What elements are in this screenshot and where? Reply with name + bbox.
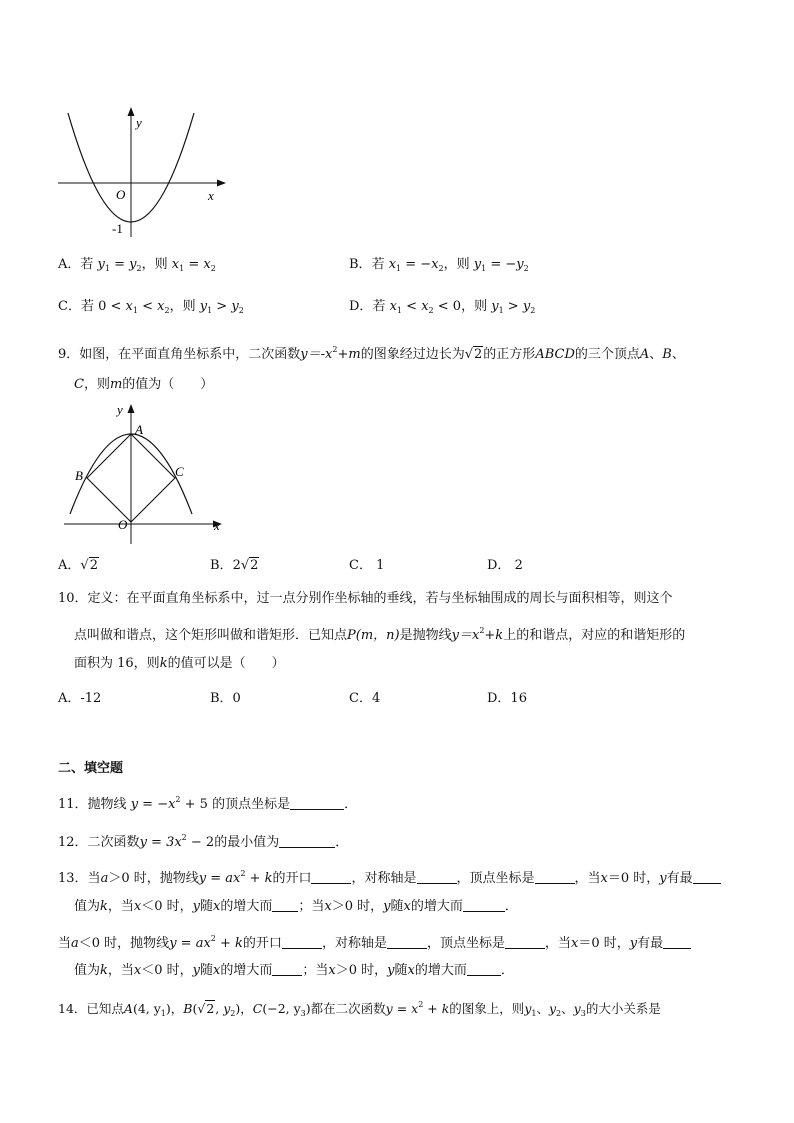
q13-line4 — [74, 963, 514, 979]
stem-text: 的增大而 — [410, 899, 463, 914]
option-key: B． — [349, 257, 372, 272]
q9-stem-line2 — [74, 377, 213, 393]
q9-figure-square-parabola — [58, 398, 233, 550]
stem-text: 的增大而 — [414, 963, 467, 978]
stem-text: 、 — [671, 347, 685, 362]
stem-text: ，当 — [574, 871, 601, 886]
q10-option-a: A．-12 — [58, 691, 102, 706]
formula: k — [100, 963, 108, 978]
formula: y — [387, 963, 395, 978]
answer-blank[interactable] — [693, 871, 721, 884]
stem-text: ，当 — [544, 936, 571, 951]
stem-text: ＜0 时， — [141, 963, 193, 978]
formula: y — [192, 899, 201, 914]
option-text: ，则 — [141, 257, 172, 272]
answer-blank[interactable] — [282, 936, 322, 949]
option-key: B． — [210, 558, 233, 573]
stem-text: ＞0 时， — [335, 963, 388, 978]
stem-text: 上的和谐点，对应的和谐矩形的 — [503, 628, 686, 643]
formula: + 5 — [180, 797, 208, 812]
stem-text: 随 — [394, 963, 408, 978]
option-value: 1 — [376, 558, 385, 573]
stem-text: 随 — [390, 899, 404, 914]
option-key: A． — [58, 257, 81, 272]
q9-stem-line1: 9．如图，在平面直角坐标系中，二次函数$y=-x^2+m$的图象经过边长为√2的正方形ABCD的三个顶点A、B、 — [58, 345, 685, 362]
stem-text: 定义：在平面直角坐标系中，过一点分别作坐标轴的垂线，若与坐标轴围成的周长与面积相等，则这个 — [87, 591, 673, 606]
formula: + k — [245, 871, 273, 886]
section-title: 二、填空题 — [58, 761, 124, 776]
stem-text: ＜0 时，抛物线 — [78, 936, 170, 951]
option-key: C． — [58, 299, 81, 314]
q14-stem: 14．已知点A(4, $y_1$)，B(√2, $y_2$)，C(−2, $y_3$)都在二次函数$y = x^2 + k$的图象上，则$y_1$、$y_2$、$y_3$的大小关系是 — [58, 1000, 661, 1018]
formula: C — [252, 1001, 263, 1016]
answer-blank[interactable] — [417, 871, 457, 884]
stem-text: 的开口 — [272, 871, 312, 886]
y-axis-arrow-icon — [128, 404, 135, 413]
stem-text: 值为 — [74, 899, 101, 914]
formula: x — [133, 963, 142, 978]
stem-text: 已知点 — [86, 1001, 124, 1016]
stem-text: 值为 — [74, 963, 101, 978]
q8-option-c: C．若 $0 < x_1 < x_2$，则 $y_1 > y_2$ — [58, 299, 244, 315]
vertex-c-label: C — [175, 464, 184, 479]
stem-text: ，顶点坐标是 — [426, 936, 505, 951]
stem-text: 随 — [200, 963, 214, 978]
stem-text: 随 — [200, 899, 214, 914]
formula: a — [71, 936, 79, 951]
answer-blank[interactable] — [467, 963, 501, 976]
x-axis-label: x — [208, 188, 214, 203]
option-text: ，则 — [169, 299, 200, 314]
formula: B — [662, 347, 672, 362]
answer-blank[interactable] — [663, 936, 691, 949]
formula: y — [383, 899, 391, 914]
option-text: 若 — [80, 299, 99, 314]
formula: y — [192, 963, 201, 978]
answer-blank[interactable] — [463, 899, 505, 912]
answer-blank[interactable] — [272, 963, 302, 976]
q8-figure-parabola — [50, 105, 240, 240]
formula: 2 — [250, 558, 259, 573]
option-text: ，则 — [461, 299, 492, 314]
stem-text: 当 — [58, 936, 72, 951]
y-intercept-label: -1 — [112, 221, 123, 236]
q11-stem: 11．抛物线 $y = -x^2 + 5$ 的顶点坐标是 ． — [58, 795, 358, 812]
option-key: C． — [349, 558, 372, 573]
stem-text: 点叫做和谐点，这个矩形叫做和谐矩形．已知点 — [74, 628, 348, 643]
formula: 2 — [89, 558, 98, 573]
stem-text: 有最 — [666, 871, 693, 886]
formula: 2 — [474, 347, 483, 362]
question-number: 10． — [58, 591, 88, 606]
stem-text: 的大小关系是 — [585, 1001, 661, 1016]
formula: ABCD — [535, 347, 575, 362]
formula: k — [159, 656, 168, 671]
stem-text: ，则 — [83, 377, 110, 392]
stem-text: 、 — [649, 347, 663, 362]
q10-stem-line2: 点叫做和谐点，这个矩形叫做和谐矩形．已知点P(m，n)是抛物线$y=x^2+k$上的和谐点，对应的和谐矩形的 — [74, 626, 686, 643]
q13-line3: 当a＜0 时，抛物线$y = ax^2 + k$的开口 ，对称轴是 ，顶点坐标是 ，当x＝0 时，y有最 — [58, 931, 691, 952]
stem-text: 的顶点坐标是 — [207, 797, 291, 812]
stem-text: ＞0 时， — [331, 899, 384, 914]
q13-line1: 13．当a＞0 时，抛物线$y = ax^2 + k$的开口 ，对称轴是 ，顶点坐标是 ，当x＝0 时，y有最 — [58, 866, 721, 887]
formula: B — [183, 1001, 193, 1016]
answer-blank[interactable] — [387, 936, 427, 949]
stem-text: 的图象经过边长为 — [360, 347, 465, 362]
stem-text: ＜0 时， — [141, 899, 193, 914]
stem-text: 都在二次函数 — [310, 1001, 386, 1016]
stem-text: ；当 — [302, 963, 329, 978]
stem-text: ． — [335, 835, 349, 850]
formula: x — [328, 963, 336, 978]
formula: x — [213, 899, 221, 914]
stem-text: 的开口 — [242, 936, 282, 951]
y-axis-label: y — [136, 115, 142, 130]
stem-text: ；当 — [298, 899, 325, 914]
question-number: 13． — [58, 871, 88, 886]
formula: y = 3x — [139, 835, 182, 850]
option-key: D． — [487, 558, 511, 573]
stem-text: 的图象上，则 — [449, 1001, 525, 1016]
stem-text: 面积为 16，则 — [74, 656, 160, 671]
option-text: 若 — [372, 299, 390, 314]
formula: A — [639, 347, 650, 362]
stem-text: 是抛物线 — [399, 628, 452, 643]
stem-text: 如图，在平面直角坐标系中，二次函数 — [79, 347, 301, 362]
formula: y — [629, 936, 638, 951]
origin-label: O — [118, 517, 128, 532]
question-number: 12． — [58, 835, 88, 850]
origin-label: O — [116, 187, 126, 202]
vertex-b-label: B — [75, 468, 83, 483]
formula: x — [570, 936, 579, 951]
question-number: 14． — [58, 1001, 87, 1016]
x-axis-label: x — [214, 518, 220, 533]
formula: (4, y — [132, 1001, 161, 1016]
question-number: 9． — [58, 347, 80, 362]
stem-text: ＝0 时， — [607, 871, 660, 886]
formula: A — [123, 1001, 133, 1016]
formula: y = ax — [198, 871, 241, 886]
stem-text: ，对称轴是 — [321, 936, 387, 951]
formula: y = ax — [169, 936, 211, 951]
q9-option-c — [349, 558, 384, 574]
stem-text: 的正方形 — [483, 347, 536, 362]
y-axis-label: y — [117, 402, 123, 417]
stem-text: 的最小值为 — [214, 835, 280, 850]
q10-stem-line3 — [74, 656, 285, 672]
formula: x — [213, 963, 221, 978]
formula: y — [548, 1001, 557, 1016]
q8-option-d: D．若 $x_1 < x_2 < 0$，则 $y_1 > y_2$ — [349, 299, 536, 315]
q10-option-d: D．16 — [487, 691, 527, 706]
stem-text: ． — [344, 797, 358, 812]
formula: P(m，n) — [347, 628, 400, 643]
answer-blank[interactable] — [311, 871, 351, 884]
q9-option-d — [487, 558, 523, 574]
option-text: ，则 — [443, 257, 474, 272]
stem-text: ． — [504, 899, 518, 914]
option-value: 2 — [514, 558, 523, 573]
formula: k — [100, 899, 108, 914]
answer-blank[interactable] — [272, 899, 298, 912]
stem-text: ＞0 时，抛物线 — [108, 871, 199, 886]
formula: x — [133, 899, 142, 914]
q13-line2 — [74, 899, 518, 915]
stem-text: 有最 — [637, 936, 664, 951]
y-axis-arrow-icon — [128, 107, 135, 116]
formula: (−2, y — [262, 1001, 301, 1016]
option-key: A． — [58, 558, 81, 573]
formula: C — [74, 377, 84, 392]
formula: x — [403, 899, 411, 914]
question-number: 11． — [58, 797, 88, 812]
formula: m — [109, 377, 123, 392]
q10-stem-line1 — [58, 591, 673, 607]
formula: y = −x — [130, 797, 176, 812]
q9-option-b: B．2√2 — [210, 558, 259, 573]
formula: x — [600, 871, 608, 886]
formula: y — [573, 1001, 581, 1016]
stem-text: 二次函数 — [87, 835, 140, 850]
formula: +m — [337, 347, 361, 362]
stem-text: ＝0 时， — [578, 936, 630, 951]
q8-option-a: A．若 $y_1 = y_2$，则 $x_1 = x_2$ — [58, 257, 216, 273]
stem-text: ，对称轴是 — [351, 871, 417, 886]
formula: y — [524, 1001, 532, 1016]
formula: x — [324, 899, 332, 914]
formula: a — [100, 871, 109, 886]
formula: + k — [423, 1001, 450, 1016]
answer-blank[interactable] — [279, 835, 335, 848]
formula: y — [659, 871, 667, 886]
q9-option-a: A．√2 — [58, 558, 98, 573]
stem-text: 的增大而 — [220, 899, 273, 914]
option-value: 2 — [232, 558, 241, 573]
stem-text: 的值可以是（ ） — [167, 656, 285, 671]
stem-text: 当 — [87, 871, 101, 886]
formula: y = x — [385, 1001, 419, 1016]
stem-text: 的值为（ ） — [122, 377, 214, 392]
x-axis-arrow-icon — [217, 180, 226, 187]
answer-blank[interactable] — [505, 936, 545, 949]
formula: + k — [215, 936, 243, 951]
option-key: D． — [349, 299, 373, 314]
formula: x — [407, 963, 415, 978]
q8-option-b: B．若 $x_1 = -x_2$，则 $y_1 = -y_2$ — [349, 257, 529, 273]
stem-text: ，当 — [107, 899, 134, 914]
q12-stem: 12．二次函数$y = 3x^2 - 2$的最小值为 ． — [58, 833, 349, 850]
q10-option-c: C．4 — [349, 691, 381, 706]
answer-blank[interactable] — [290, 797, 344, 810]
formula: 2 — [206, 1001, 215, 1016]
stem-text: ，顶点坐标是 — [456, 871, 535, 886]
answer-blank[interactable] — [535, 871, 575, 884]
stem-text: 抛物线 — [87, 797, 131, 812]
formula: − 2 — [186, 835, 215, 850]
q10-option-b: B．0 — [210, 691, 241, 706]
formula: +k — [484, 628, 504, 643]
formula: y＝x — [451, 628, 480, 643]
stem-text: 的三个顶点 — [574, 347, 640, 362]
formula: y＝-x — [300, 347, 333, 362]
option-text: 若 — [80, 257, 98, 272]
stem-text: ，当 — [107, 963, 134, 978]
vertex-a-label: A — [135, 422, 143, 437]
stem-text: 的增大而 — [220, 963, 273, 978]
option-text: 若 — [371, 257, 389, 272]
stem-text: ． — [500, 963, 514, 978]
